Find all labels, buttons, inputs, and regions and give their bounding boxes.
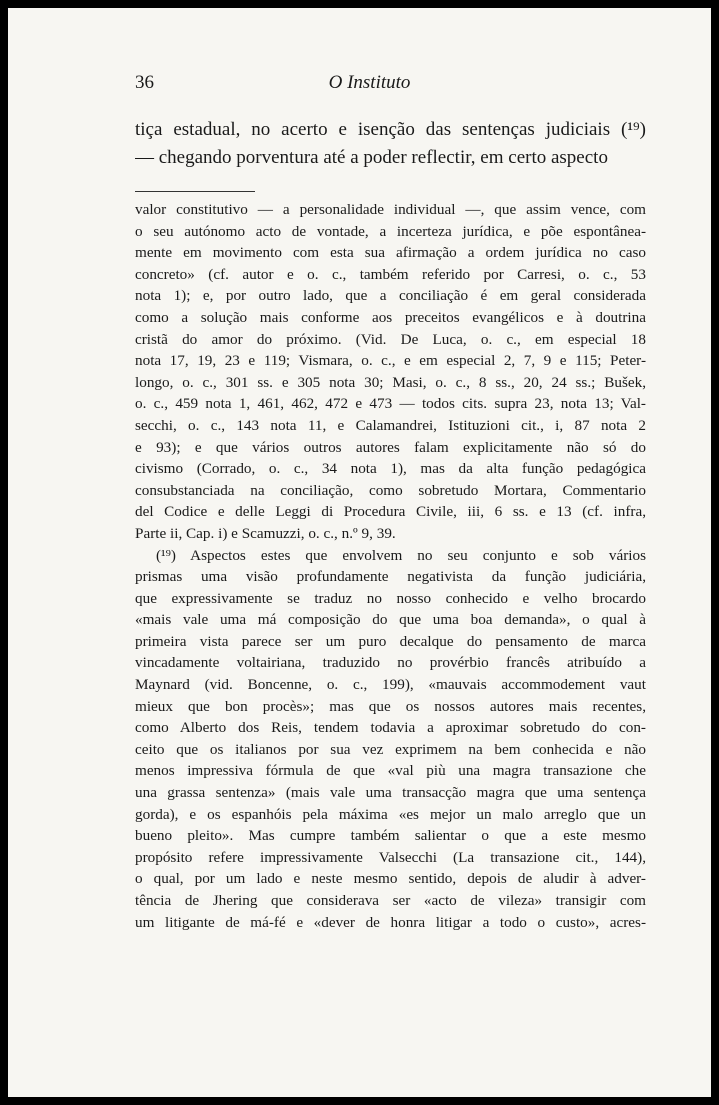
footnote-line: (¹⁹) Aspectos estes que envolvem no seu conjunto e sob vários — [156, 546, 646, 564]
footnote-line: una grassa sentenza» (mais vale uma transacção magra que uma sentença — [135, 784, 646, 802]
footnote-line: mente em movimento com esta sua afirmação a ordem jurídica no caso — [135, 244, 646, 262]
footnote-line: menos impressiva fórmula de que «val più una magra transazione che — [135, 762, 646, 780]
footnote-19 — [135, 545, 646, 934]
main-text — [135, 116, 646, 172]
footnote-line: longo, o. c., 301 ss. e 305 nota 30; Masi, o. c., 8 ss., 20, 24 ss.; Bušek, — [135, 373, 646, 391]
footnote-line: propósito refere impressivamente Valsecchi (La transazione cit., 144), — [135, 848, 646, 866]
page-number: 36 — [135, 72, 154, 93]
footnote-line: cristã do amor do próximo. (Vid. De Luca, o. c., em especial 18 — [135, 330, 646, 348]
footnote-18-continuation — [135, 199, 646, 545]
main-text-line: tiça estadual, no acerto e isenção das sentenças judiciais (¹⁹) — [135, 119, 646, 140]
footnote-line: civismo (Corrado, o. c., 34 nota 1), mas da alta função pedagógica — [135, 460, 646, 478]
footnote-line: valor constitutivo — a personalidade individual —, que assim vence, com — [135, 201, 646, 218]
footnote-line: prismas uma visão profundamente negativista da função judiciária, — [135, 568, 646, 586]
footnote-line: secchi, o. c., 143 nota 11, e Calamandrei, Istituzioni cit., i, 87 nota 2 — [135, 416, 646, 434]
footnote-line: Maynard (vid. Boncenne, o. c., 199), «mauvais accommodement vaut — [135, 676, 646, 694]
page-body — [135, 116, 646, 933]
footnote-line: um litigante de má-fé e «dever de honra litigar a todo o custo», acres- — [135, 913, 646, 931]
footnote-separator — [135, 191, 255, 192]
footnote-line: como Alberto dos Reis, tendem todavia a aproximar sobretudo do con- — [135, 719, 646, 737]
footnote-line: «mais vale uma má composição do que uma boa demanda», o qual à — [135, 611, 646, 629]
footnote-line: o qual, por um lado e neste mesmo sentido, depois de aludir à adver- — [135, 870, 646, 888]
footnote-line: concreto» (cf. autor e o. c., também referido por Carresi, o. c., 53 — [135, 265, 646, 283]
footnote-line: nota 1); e, por outro lado, que a conciliação é em geral considerada — [135, 287, 646, 305]
footnote-line: o. c., 459 nota 1, 461, 462, 472 e 473 — todos cits. supra 23, nota 13; Val- — [135, 395, 646, 413]
footnote-line: e 93); e que vários outros autores falam explicitamente não só do — [135, 438, 646, 456]
running-header — [8, 72, 711, 96]
footnote-line: o seu autónomo acto de vontade, a incerteza jurídica, e põe espontânea- — [135, 222, 646, 240]
footnote-line: nota 17, 19, 23 e 119; Vismara, o. c., e em especial 2, 7, 9 e 115; Peter- — [135, 352, 646, 370]
main-text-line: — chegando porventura até a poder reflectir, em certo aspecto — [135, 147, 608, 168]
footnote-line: ceito que os italianos por sua vez exprimem na bem conhecida e não — [135, 740, 646, 758]
footnote-line: del Codice e delle Leggi di Procedura Civile, iii, 6 ss. e 13 (cf. infra, — [135, 503, 646, 521]
footnote-line: Parte ii, Cap. i) e Scamuzzi, o. c., n.º 9, 39. — [135, 524, 396, 542]
running-title: O Instituto — [328, 72, 411, 93]
footnote-line: gorda), e os espanhóis pela máxima «es mejor un malo arreglo que un — [135, 805, 646, 823]
document-page — [8, 8, 711, 1097]
footnote-line: bueno pleito». Mas cumpre também salientar o que a este mesmo — [135, 827, 646, 845]
footnote-line: mieux que bon procès»; mas que os nossos autores mais recentes, — [135, 697, 646, 715]
footnote-line: tência de Jhering que considerava ser «acto de vileza» transigir com — [135, 892, 646, 909]
footnote-line: como a solução mais conforme aos preceitos evangélicos e à doutrina — [135, 308, 646, 326]
footnote-line: vincadamente voltairiana, traduzido no provérbio francês atribuído a — [135, 654, 646, 672]
footnote-line: primeira vista parece ser um puro decalque do pensamento de marca — [135, 632, 646, 650]
footnote-line: consubstanciada na conciliação, como sobretudo Mortara, Commentario — [135, 481, 646, 499]
footnote-line: que expressivamente se traduz no nosso conhecido e velho brocardo — [135, 589, 646, 607]
